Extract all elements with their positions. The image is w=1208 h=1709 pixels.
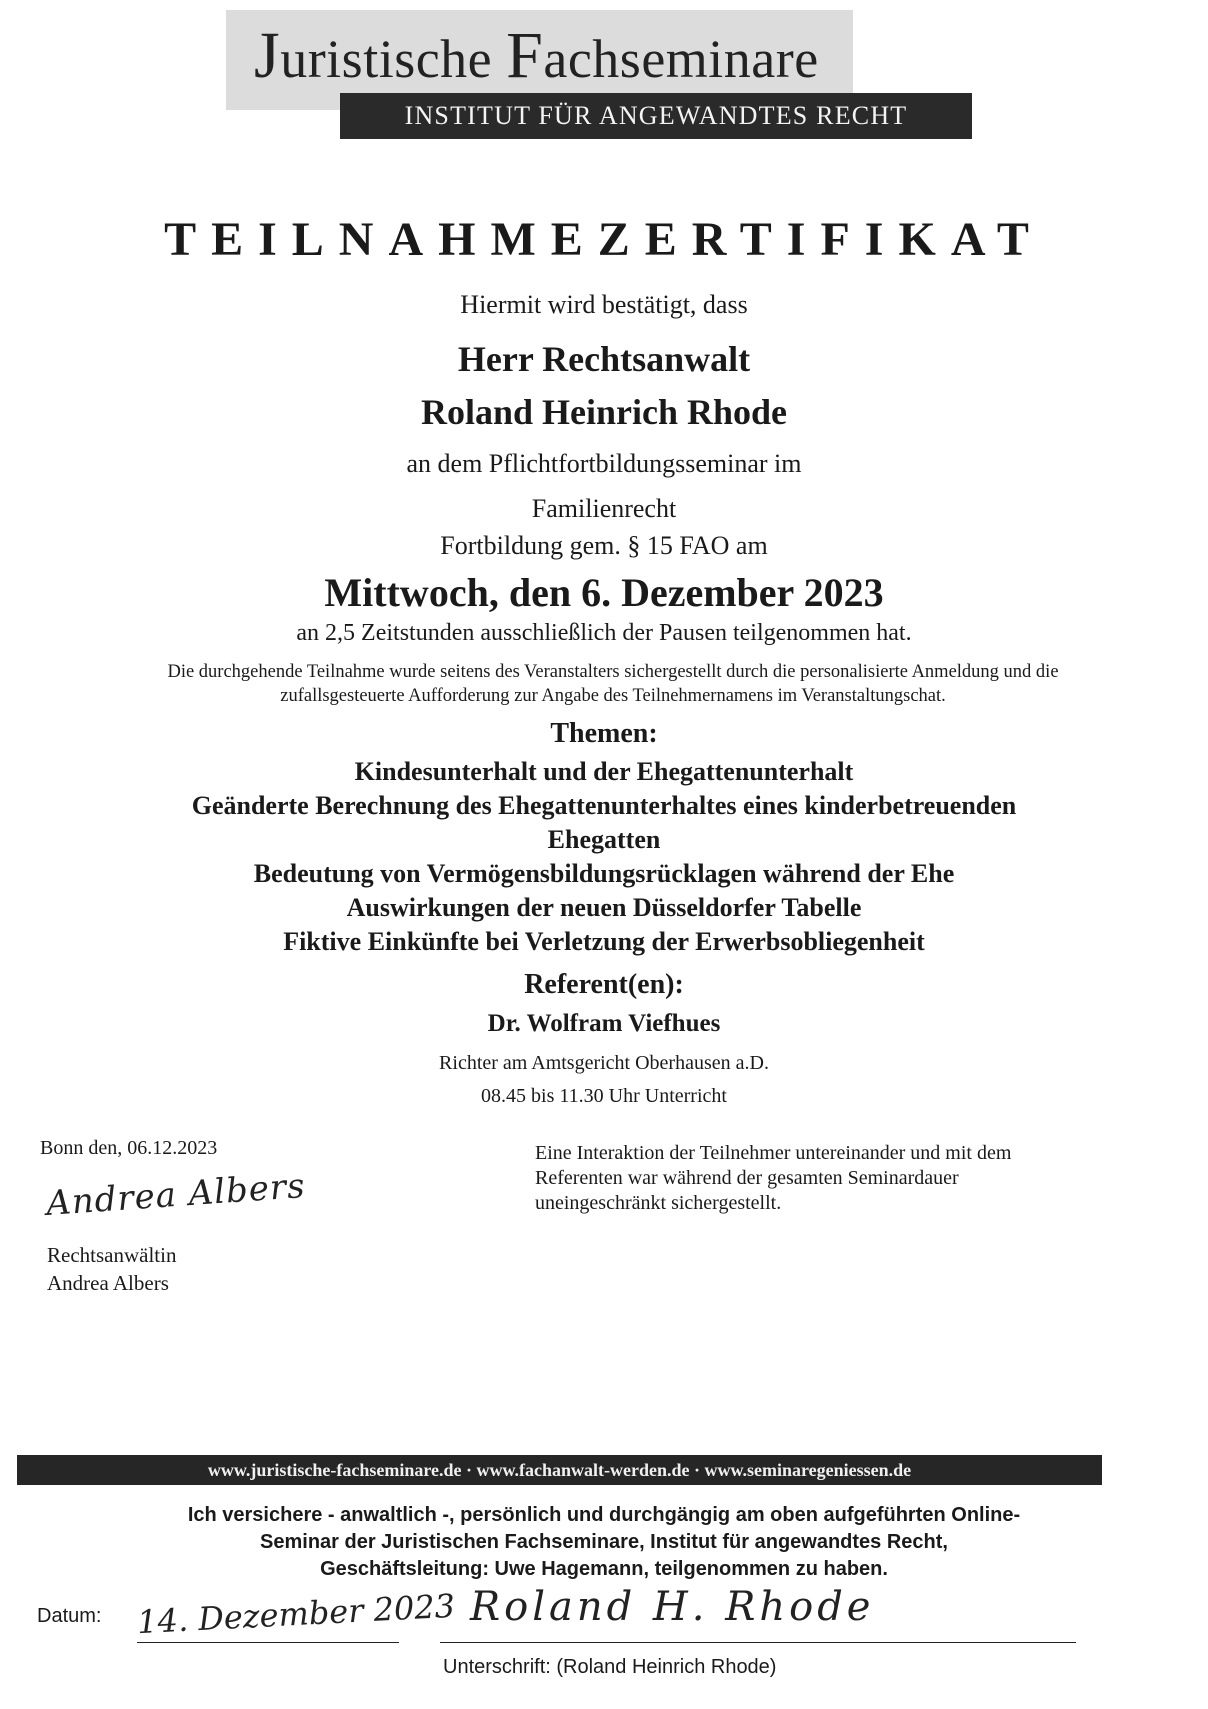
topic-item: Kindesunterhalt und der Ehegattenunterhalt: [354, 757, 854, 786]
duration-text: an 2,5 Zeitstunden ausschließlich der Pausen teilgenommen hat.: [296, 620, 912, 646]
date-label: Datum:: [37, 1605, 102, 1627]
speaker-heading: Referent(en):: [524, 969, 684, 1000]
seminar-date: Mittwoch, den 6. Dezember 2023: [324, 570, 884, 615]
topic-item: Ehegatten: [547, 825, 661, 854]
interaction-note: [535, 1141, 1125, 1216]
interaction-note-line: Referenten war während der gesamten Seminardauer: [535, 1167, 959, 1189]
declaration-line-3: Geschäftsleitung: Uwe Hagemann, teilgenommen zu haben.: [320, 1558, 888, 1580]
intro-text: Hiermit wird bestätigt, dass: [460, 290, 748, 319]
seminar-field: Familienrecht: [531, 494, 677, 523]
signatory-role: Rechtsanwältin: [47, 1243, 177, 1267]
date-line: [137, 1642, 399, 1643]
footer-links-bar: www.juristische-fachseminare.de · www.fachanwalt-werden.de · www.seminaregeniessen.de: [17, 1455, 1102, 1485]
interaction-note-line: uneingeschränkt sichergestellt.: [535, 1192, 782, 1214]
participation-note: [98, 660, 1128, 708]
seminar-line-2: Fortbildung gem. § 15 FAO am: [440, 531, 768, 560]
topic-item: Bedeutung von Vermögensbildungsrücklagen während der Ehe: [253, 859, 955, 888]
participant-name: Roland Heinrich Rhode: [420, 392, 788, 432]
certificate-title: TEILNAHMEZERTIFIKAT: [164, 213, 1044, 266]
declaration-line-2: Seminar der Juristischen Fachseminare, Institut für angewandtes Recht,: [260, 1531, 948, 1553]
participant-title: Herr Rechtsanwalt: [457, 339, 751, 379]
organizer-signature: Andrea Albers: [44, 1165, 307, 1225]
participation-note-line-1: Die durchgehende Teilnahme wurde seitens des Veranstalters sichergestellt durch die personalisierte Anmeldung und die: [167, 662, 1059, 682]
seminar-time: 08.45 bis 11.30 Uhr Unterricht: [481, 1085, 727, 1107]
topic-item: Fiktive Einkünfte bei Verletzung der Erwerbsobliegenheit: [283, 927, 925, 956]
topic-item: Auswirkungen der neuen Düsseldorfer Tabelle: [346, 893, 862, 922]
signature-line: [440, 1642, 1076, 1643]
participation-note-line-2: zufallsgesteuerte Aufforderung zur Angabe des Teilnehmernamens im Veranstaltungschat.: [280, 686, 946, 706]
topics-heading: Themen:: [550, 718, 658, 749]
signatory-name: Andrea Albers: [47, 1271, 169, 1295]
speaker-name: Dr. Wolfram Viefhues: [487, 1010, 721, 1037]
participant-signature: Roland H. Rhode: [470, 1584, 875, 1630]
logo-title: Juristische Fachseminare: [254, 19, 819, 92]
handwritten-date: 14. Dezember 2023: [136, 1586, 456, 1642]
place-date: Bonn den, 06.12.2023: [40, 1137, 218, 1159]
signature-caption: Unterschrift: (Roland Heinrich Rhode): [443, 1656, 777, 1678]
topic-item: Geänderte Berechnung des Ehegattenunterhaltes eines kinderbetreuenden: [191, 791, 1017, 820]
speaker-role: Richter am Amtsgericht Oberhausen a.D.: [439, 1052, 769, 1074]
seminar-line-1: an dem Pflichtfortbildungsseminar im: [406, 449, 802, 478]
declaration: [0, 1502, 1208, 1583]
declaration-line-1: Ich versichere - anwaltlich -, persönlich und durchgängig am oben aufgeführten Online-: [187, 1504, 1021, 1526]
logo-subtitle: INSTITUT FÜR ANGEWANDTES RECHT: [340, 93, 972, 139]
interaction-note-line: Eine Interaktion der Teilnehmer untereinander und mit dem: [535, 1142, 1012, 1164]
